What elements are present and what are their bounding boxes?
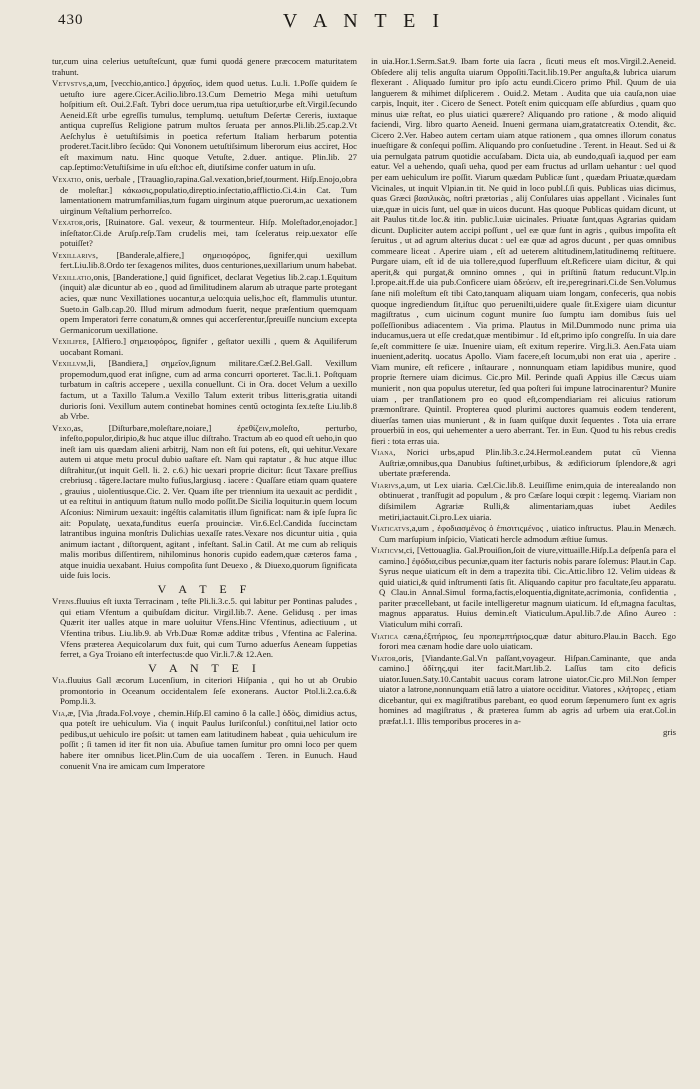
section-heading: V A N T E I	[148, 660, 261, 675]
entry-text: ,æ, [Via ,ſtrada.Fol.voye , chemin.Hiſp.El camino ô la calle.] ὁδὸς, dimidius actus, qua poteſt ire uehiculum. Via ( inquit Paulus Iuriſconſul.) conſtitui,nel latior octo pedibus,ut uehiculo ire poſsit: ut tamen eam latitudinem habeat , quia uehiculum ire poſſit ; ſi tamen id iter fit non uia. Abuſiue tamen ſumitur pro omni loco per quem habere iter omnibus licet.Plin.Cum de uia uocaſſem . Teren. in Eunuch. Haud conuenit Vna ire amicam cum Imperatore	[60, 707, 357, 771]
dictionary-entry	[52, 675, 357, 707]
entry-text: ,li, [Bandiera,] σημεῖον,ſignum militare.Cæſ.2.Bel.Gall. Vexillum propemodum,quod erat inſigne, cum ad arma concurri oporteret. Tac.li.1. Poſtquam turbatum in caſtris accepere , uexilla conuellunt. Ci in Ora. docet Velum a uexillo factum, ut a Taxillo Talum.a Vexillo Talum exterit tribus litteris,gratia uitandi durioris ſoni. Vexillum autem continebat homines centū octoginta ſex.teſte Liu.lib.8 ab Vrbe.	[60, 358, 357, 422]
headword: Viaticatvs	[371, 523, 410, 534]
headword: Via	[52, 675, 66, 686]
dictionary-entry	[52, 708, 357, 771]
dictionary-entry	[371, 447, 676, 479]
dictionary-entry	[52, 78, 357, 173]
dictionary-entry	[52, 174, 357, 216]
continued-entry: in uia.Hor.1.Serm.Sat.9. Ibam forte uia ſacra , ſicuti meus eſt mos.Virgil.2.Aeneid. Obſedere alij telis anguſta uiarum Oppoſiti.Tacit.lib.19.Per anguſta,& lubrica uiarum flexerant . Aliquado ſumitur pro ipſo actu eundi.Cicero primo Phil. Quum de uia languerem & mihimet diſplicerem . Ouid.2. Metam . Audita que uia cauſa,non uiae carpis, Inquit, iter . Cicero de Senect. Poteſt enim quicquam eſſe abſurdius , quam quo minus uiæ reſtat, eo plus uiatici quærere? Aliquando pro ratione , & modo aliquid faciendi, Virg. libro quarto Aeneid. Inueni germana uiam,gratatcreatix O.tendit, &c. Cicero 2.Ver. Habeo autem certam uiam atque rationem , qua omnes illorum conatus inueſtigare & conſequi poſſim. Aliquando pro conſuetudine . Terent. in Heaut. Sed ui & uia pernulgata patrum quotidie accuſabam. Dicta uia, ab eundo,quaſi ia,quod per eam eatur. Vel a uehendo, quaſi ueha, quod per eam fructus ad urllam uehantur : uel quod per eam uehiculum ire poſſit. Viarum quædam Publicæ ſunt , quædam Priuatæ,quædam Vicinales, ut inquit Vlpian.in tit. Ne quid in loco publ.ſ.ſi quis. Publicas uias dicimus, quas Græci βασιλικὰς, noſtri prætorias , alij Conſulares uias appellant . Vicinales ſunt uiæ,quæ in uicis ſunt, uel quæ in uicos ducunt. Has quoque Publicas quidam dicunt, ut ait Paulus tit.de loc.& itin. public.l.uiæ uicinales. Priuatæ ſunt,quas Agrarias quidam dicunt. Dupliciter autem accipi poſſunt , uel eæ quæ ſunt in agris , quibus impoſita eſt ſeruitus , ut ad agrum alterius ducat : uel eæ quæ ad agros ducunt , per quas omnibus commeare liceat . Aperire uiam , eſt ad ueterem altitudinem,latitudinemq reſtituere. Purgare uiam, eſt id de uia tollere,quod ſuperfluum eſt.Reficere uiam dicitur, & qui aperit,& qui purgat,& omnino omnes , qui in priſtinū ſtatum reducunt.Vlp.in l.prope.ait.ff.de uia pub.Conficere uiam ὁδεύειν, eſt ire,peregrinari.Ci.de Sen.Volumus ſane niſi moleſtum eſt tibi Cato,tanquam aliquam uiam longam, confeceris, qua nobis quoque ingrediendum ſit,iſtuc quo peruenilti,uidere quale ſit.Exigere uiam dicuntur magiſtratus , cum uicinum cogunt munire ſuo ſumptu iam domibus ſuis uel poſſeſſionibus adiacentem . Via prima. Plautus in Mil.Dummodo nunc prima uia inducamus,uera ut eſſe credat,quæ mentibimur . Id eſt,primo ipſo congreſſu. In uia dare ſe,eſt committere ſe uiæ. Inuenire uiam, eſt exitum reperire. Virg.li.3. Aen.Fata uiam inuenient,aderitq. uocatus Apollo. Viam facere,eſt locum,ubi non erat uia , aperire . Viam munire, eſt reficere , inſtaurare , nonnunquam etiam lapidibus munire, quod proprie ſternere uiam dicimus. Cic.pro Mil. Perinde quaſi Appius ille Cæcus uiam munierit , non qua populus uteretur, ſed qua poſteri ſui impune latrocinarentur? Munire uiam , per tranſlationem pro eo quod eſt,compendiariam rei alicuius ratiorum præmonſtrare. Quintil. Propterea quod plurimi auctores quamuis eodem tenderent, diuerſas tamen uias munierunt , & in ſuam quiſque duxit ſequentes . Tota uia errare prouerbiū in eos, qui uehementer a uero aberrant. Ter. in Eun. Quod tu his rebus credis fieri : tota erras uia.	[371, 56, 676, 446]
entry-text: ,a,um, [vecchio,antico.] ἀρχαῖος, idem quod uetus. Lu.li. 1.Poſſe quidem ſe uetuſto iure agere.Cicer.Acilio.libro.13.Cum Demetrio Mega mihi uetuſtum hoſpitium eſt. Oui.2.Faſt. Tybri doce uerum,tua ripa uetuſtior,urbe eſt.Virgil.ſecundo Aeneid.Eſt urbe egreſſis tumulus, templumq. uetuſtum Deſertæ Cereris, iuxtaque antiqua cupreſſus Religione patrum multos ſeruata per annos.Pli.lib.25.cap.2.Vt Aeſchylus è uetuſtiſsimis in poetica refertum Italiam herbarum potentia proderet.Tacit.libro ſecūdo: Qui Vononem uetuſtiſsimum liberorum eius acciret, Hoc eſt maximum natu. Hinc quoque Vetuſte, 2.duer. antique. Plin.lib. 27 cap.ſeptimo:Vetuſtiſsime in uſu eſt:hoc eſt, diutiſsime confer uatum in uſu.	[60, 78, 357, 173]
headword: Viator	[371, 652, 397, 663]
headword: Viana	[371, 447, 394, 458]
headword: Via	[52, 707, 66, 718]
entry-text: , [Banderale,alfiere,] σημειοφόρος, ſignifer,qui uexillum fert.Liu.lib.8.Ordo ter ſexagenos milites, duos centuriones,uexillarium unum habebat.	[60, 249, 357, 271]
headword: Vexatio	[52, 174, 82, 185]
headword: Vfens	[52, 596, 74, 607]
text-columns	[52, 56, 676, 1073]
dictionary-entry	[52, 217, 357, 249]
headword: Vexillvm	[52, 358, 87, 369]
running-title: V A N T E I	[282, 10, 446, 32]
headword: Vexillarivs	[52, 249, 96, 260]
left-column	[52, 56, 357, 1073]
entry-text: ,onis, [Banderatione,] quid ſignificet, declarat Vegetius lib.2.cap.1.Equitum (inquit) alæ dicuntur ab eo , quod ad ſimilitudinem alarum ab utraque parte protegant acies, quæ nunc Vexillationes uocantur,a uelo:quia uelis,hoc eſt, flammulis utuntur. Sueto.in Galb.cap.20. Illud mirum admodum fuerit, neque præſentium quemquam opem Imperatori ferre conatum,& omnes qui accerſerentur,ſpreuiſſe nuncium excepta Germanicorum uexillatione.	[60, 271, 357, 335]
entry-text: cæna,ἐξιτήριος, ſeu προπεμπτήριος,quæ datur abituro.Plau.in Bacch. Ego forori mea cænam hodie dare uolo uiaticam.	[379, 630, 676, 652]
entry-text: .fluuius eſt iuxta Terracinam , teſte Pli.li.3.c.5. qui labitur per Pontinas paludes , qui etiam Vfentum a quibuſdam dicitur. Virgil.lib.7. Aene. Gelidusq . per imas Quærit iter ualles atque in mare uoluitur Vfens.Hinc Vfentinus, adiectiuum , ut Vfentina tribus. Liu.lib.9. ab Vrb.Duæ Romæ additæ tribus , Vfentina ac Falerina. Vfens præterea Aequicolarum dux fuit, qui cum Turno aduerſus Aeneam ſuppetias ferret, a Gya Troiano eſt interfectus:de quo Vir.li.7.& 12.Aen.	[60, 596, 357, 660]
catchword: gris	[662, 727, 676, 738]
entry-text: .fluuius Gall æcorum Lucenſium, in citeriori Hiſpania , qui ho ut ab Orubio promontorio in Oceanum occidentalem ſeſe exonerans. Auctor Ptol.li.2.ca.6.& Pomp.li.3.	[60, 675, 357, 707]
right-column	[371, 56, 676, 1073]
entry-text: , onis, uerbale , [Trauaglio,rapina.Gal.vexation,brief,tourment. Hiſp.Enojo,obra de moleſtar.] κάκωσις,populatio,direptio.inſectatio,afflictio.Ci.4.in Cat. Tum lamentationem matrumfamilias,tum fugam uirginum atque puerorum,ac uexationem uirginum Veſtalium perhorreſco.	[60, 174, 357, 216]
headword: Viarivs	[371, 479, 399, 490]
headword: Viatica	[371, 630, 399, 641]
dictionary-entry	[52, 272, 357, 335]
dictionary-entry	[371, 653, 676, 727]
dictionary-entry	[371, 631, 676, 652]
dictionary-entry	[52, 596, 357, 659]
headword: Vexilifer	[52, 336, 87, 347]
page-header	[50, 10, 678, 36]
section-heading: V A T E F	[157, 581, 252, 596]
entry-text: ,a,um, ut Lex uiaria. Cæl.Cic.lib.8. Leuiſſime enim,quia de interealando non obtinuerat , tranſfugit ad populum , & pro Cæſare loqui cœpit : legemq. Viariam non diſsimilem Agrariæ Rulli,& alimentariam,quas iubet Aediles metiri,iactauit.Ci.pro.Lex uiaria.	[379, 479, 676, 522]
dictionary-entry	[52, 250, 357, 271]
entry-text: ,oris, [Ruinatore. Gal. vexeur, & tourmenteur. Hiſp. Moleſtador,enojador.] inſeſtator.Ci.de Aruſp.reſp.Tam crudelis mei, tam ſceleratus reip.uexator eſſe potuiſſet?	[60, 217, 357, 249]
dictionary-entry	[52, 358, 357, 421]
entry-text: , Norici urbs,apud Plin.lib.3.c.24.Hermol.eandem putat cū Vienna Auſtriæ,omnibus,qua Danubius ſuſtinet,urbibus, & ædificiorum ſplendore,& agri ubertate præferenda.	[379, 447, 676, 479]
dictionary-entry	[52, 336, 357, 357]
headword: Vexator	[52, 217, 84, 228]
continued-entry: tur,cum uina celerius uetuſteſcunt, quæ fumi quodá genere præcocem maturitatem trahunt.	[52, 56, 357, 77]
dictionary-entry	[52, 423, 357, 581]
dictionary-entry	[371, 523, 676, 544]
entry-text: , [Alfiero.] σημειοφόρος, ſignifer , geſtator uexilli , quem & Aquiliferum uocabant Romani.	[60, 336, 357, 357]
entry-text: ,oris, [Viandante.Gal.Vn paſſant,voyageur. Hiſpan.Caminante, que anda camino.] ὁδίτης,qui iter facit.Mart.lib.2. Laſſus tam cito deficis uiator.Iuuen.Saty.10.Cantabit uacuus coram latrone uiator.Cic.pro Mil.Non ſemper uiator a latrone,nonnunquam etiā latro a uiatore occiditur. Viatores , κλήτορες , etiam dicebantur, qui ex magiſtratibus parebant, eo quod eorum ſæpenumero ſunt ex agris homines ad magiſtratus , & præterea ſumm ab agris ad urbem uia erat.Col.in præfat.l.1. Illis temporibus proceres in a-	[379, 652, 676, 726]
page-number: 430	[58, 12, 84, 28]
headword: Vexillatio	[52, 271, 92, 282]
entry-text: ,a,um , ἐφοδιασμένος ὁ ἐπισιτιςμένος , uiatico inſtructus. Plau.in Menæch. Cum marſupium inſpicio, Viaticati hercle admodum æſtiue ſumus.	[379, 523, 676, 544]
dictionary-entry	[371, 545, 676, 629]
headword: Vetvstvs	[52, 78, 87, 89]
headword: Viaticvm	[371, 545, 404, 556]
headword: Vexo	[52, 422, 72, 433]
entry-text: ,ci, [Vettouaglia. Gal.Prouiſion,ſoit de viure,vittuaille.Hiſp.La deſpenſa para el camino.] ἐφόδια,cibus pecuniæ,quam iter facturis nobis parare ſolemus: Plaut.in Cap. Syrus neque uiaticum eſt in dem a trapezita tibi. Cic.Attic.libro 12. Velim uideas & quid uiatici,& quid inſtrumenti ſatis ſit. Aliquando capitur pro facultate,ſeu apparatu. Q Clau.in Annal.Simul forma,factis,eloquentia,dignitate,acrimonia, confidentia , pariter præcellebant, ut facile intelligeretur magnum uiaticum. Id eſt,magna facultas, magnus apparatus. Huius demin.eſt Viaticulum.Apul.lib.7.de Aſino Aureo : Viaticulum mihi corraſi.	[379, 545, 676, 629]
entry-text: ,as, [Diſturbare,moleſtare,noiare,] ἐρεθίζειν,moleſto, perturbo, infeſto,populor,diripio,& huc atque illuc diſtraho. Tractum ab eo quod eſt ueho,in quo ineſt iam uis quædam alieni arbitrij, Nam non eſt ſui potens, eſt, qui uehitur.Vexare autem ui atque metu procul dubio uaſtare eſt. Nam qui raptatur , & huc atque illuc diſtrahitur,(ut inquit Gell. li. 2. c.6.) hic uexari proprie dicitur: ſicut Taxare preſſius crebriusq . tāgere.Iactare multo fuſius,largiusq . iacere : Quaſſare etiam quam quatere , grauius , uiolentiusque.Cic. 2. Ver. Quam iſte per triennium ita uexauit ac perdidit , ut ea reſtitui in antiquum ſtatum nullo modo poſſit.De Sicilia loquitur.in quem locum Aſconius: Nimirum uexauit: ingéſtis calamitatis illum ſignificat: nam & ipſe ſupra ſic ait: Populatę, uexata,funditus euerſa prouinciæ. Vir.6.Ecl.Candida ſuccinctam latrantibus inguina monſtris Dulichias uexaſſe rates.Vexare nos dicuntur uitia , quia animum iactant , diſtorquent, agitant , infeſtant. Sal.in Catil. At me cum ab reliquis malis moribus diſſentirem, nihilominus honoris cupido eadem,quæ cæteros fama , atque inuidia uexabant. Huius compoſita ſunt Deuexo , & Diuexo,quorum ſignificata uide ſuis locis.	[60, 422, 357, 581]
dictionary-entry	[371, 480, 676, 522]
